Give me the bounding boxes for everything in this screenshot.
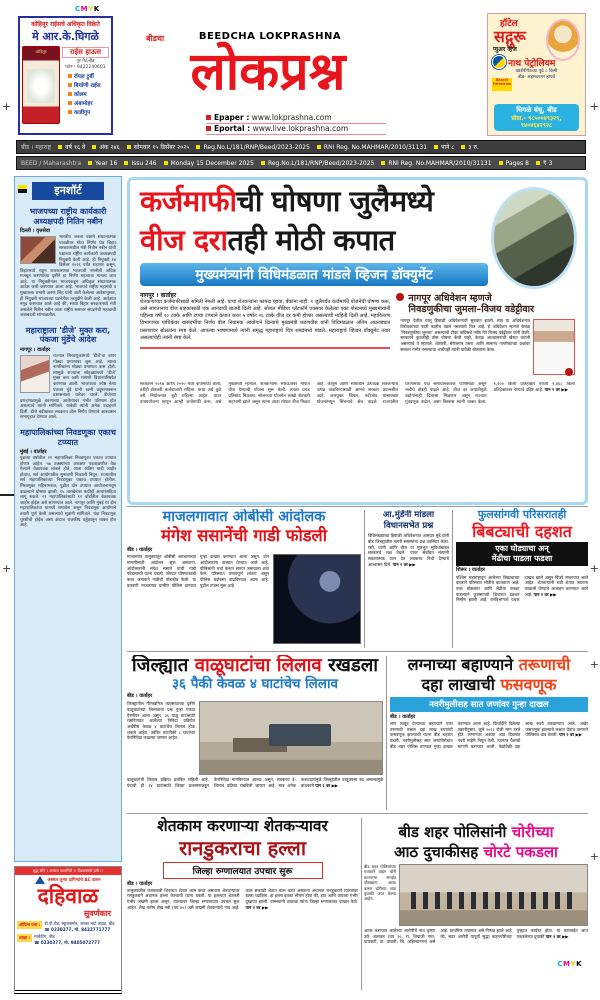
story-g-side-text: बीड शहर पोलिसांच्या पथकाने वाहन चोरी करणाऱ्या सराईत चोरट्यांना अटक करून चोरीच्या आठ दुचाकी जप्त केल्या आहेत. [364, 864, 396, 902]
divider [127, 813, 588, 814]
story-g-title1: बीड शहर पोलिसांनी चोरीच्या [398, 823, 554, 841]
story-munde-question [368, 510, 449, 648]
police-bikes-photo [399, 864, 588, 926]
sidebar-story2-title: महाराष्ट्राला 'डीजे' मुक्त करा, पंकजा मुंडेंचे आदेश [25, 325, 111, 345]
lead-strapline: मुख्यमंत्र्यांनी विधिमंडळात मांडले व्हिजन डॉक्युमेंट [140, 263, 488, 286]
epaper-url: www.lokprashna.com [251, 113, 332, 122]
masthead-city: बीडचा [146, 34, 165, 43]
rice-house-ad [18, 16, 113, 135]
petroleum-brand: नाथ पेट्रोलियम [508, 58, 556, 69]
registration-plus-icon: + [589, 562, 599, 575]
sidebar-story1-body: भारतीय जनता पक्षाने संघटनात्मक पातळीवर मोठा निर्णय घेत बिहार सरकारमधील मंत्री नितीन नबीन यांची पक्षाच्या राष्ट्रीय कार्यकारी अध्यक्षपदी नियुक्ती केली आहे. ही नियुक्ती १४ डिसेंबर २०२६ पर्यंत राहणार असून, बिहारमध्ये राहून राजकारणात भाजपची रणनीती अधिक मजबूत करण्याच्या दृष्टीने हा निर्णय महत्वाचा मानला जात आहे. या नियुक्तीनंतर भाजपकडून अधिकृत संघटनात्मक आदेश जारी करण्यात आला आहे. भाजपचे राष्ट्रीय महामंत्री व मुख्यालय प्रभारी अरुण सिंह यांनी जारी केलेल्या आदेशानुसार, ही नियुक्ती भाजपच्या घटनेतील तरतुदीने केली आहे. आदेशात नमूद करण्यात आले आहे की, सध्या बिहार सरकारमध्ये मंत्री असलेले नितीन नबीन आता राष्ट्रीय स्तरावर संघटनेची महत्वाची जबाबदारी सांभाळतील. [20, 235, 116, 319]
lead-intro-block [140, 291, 390, 377]
story-majalgaon [127, 509, 361, 649]
story-f-bar: जिल्हा रुग्णालयात उपचार सुरू [163, 862, 323, 879]
ad-address-1: वडशेरीपेठच्या पुढे ८ किमी [515, 69, 558, 74]
story-a-title1: माजलगावात ओबीसी आंदोलक [162, 509, 326, 525]
column-rule [452, 510, 453, 648]
saint-portrait [546, 19, 580, 61]
hotel-name: सद्गुरू [494, 27, 526, 46]
sidebar-story1-title: भाजपच्या राष्ट्रीय कार्यकारी अध्यक्षपदी नितिन नबीन [29, 207, 107, 226]
bharat-petroleum-logo-icon [492, 55, 506, 69]
rice-item: कोलम [68, 90, 109, 98]
story-a-title2: मंगेश ससानेंची गाडी फोडली [160, 526, 328, 546]
story-f-dateline: बीड । वार्ताहर [127, 880, 153, 887]
masthead-title: लोकप्रश्न [190, 42, 346, 102]
story-a-body: माजलगाव तालुक्यातून ओबीसी आरक्षणाच्या मागणीसाठी आंदोलन सुरू असताना, आंदोलकांनी मंगेश ससाने यांची गाडी फोडल्याची घटना घडली. जोरदार घोषणाबाजी करत जमावाने गाडीची तोडफोड केली. या प्रकरणी माजलगाव ग्रामीण पोलिस ठाण्यात गुन्हा दाखल करण्यात आला असून, दोन आंदोलकांना ताब्यात घेण्यात आले आहे. पोलिसांनी चर्चा करून संतप्त जमावाला शांत केले. परिसरात तणावपूर्ण शांतता असून पोलिस बंदोबस्त वाढविण्यात आला आहे. पुढील तपास सुरू आहे. [127, 554, 269, 588]
sidebar-story3-dateline: मुंबई । वार्ताहर [20, 449, 47, 456]
shop-address: नूर गेट,बीड [76, 59, 95, 64]
proprietor-name: घिगळे बंधू, बीड [516, 105, 557, 114]
lead-headline-line1: कर्जमाफीची घोषणा जुलैमध्ये [140, 184, 434, 218]
story-d-title2: ३६ पैकी केवळ ४ घाटांचेच लिलाव [172, 676, 338, 693]
story-f-body: तालुक्यातील वंजारवाडी शिवारात शेतात काम करत असताना शेतकऱ्यावर रानडुकराने अचानक हल्ला केल्याची घटना घडली. या हल्ल्यात शेतकरी गंभीर जखमी झाला असून, त्याच्यावर जिल्हा रुग्णालयात उपचार सुरू आहेत. शेख करीम शेख नबी (वय ४५) असे जखमी शेतकऱ्याचे नाव आहे. काल सकाळी शेतात काम करत असताना अचानक रानडुकराने त्यांच्यावर हल्ला चढविला. हा हल्ला इतका भीषण होता की, हात आणि पायाला गंभीर दुखापत झाली. ग्रामस्थांनी तत्काळ त्यांना जिल्हा रुग्णालयात दाखल केले. पान २ वर ▶▶ [127, 887, 358, 910]
rice-bag-image: कोहिनूर [22, 46, 60, 124]
story-c-body: पश्चिम महाराष्ट्रातून आलेल्या बिबट्याच्या वावराने परिसरात भीतीचे वातावरण आहे. एका घोड्याचा आणि मेंढीचा फडशा पाडल्याने फुलसांगवी शिवारात दहशत निर्माण झाली आहे. वनविभागाचे पथक दाखल झाले असून पिंजरे लावण्यात आले आहेत. शेतकऱ्यांनी रात्री शेतात जाताना काळजी घेण्याचे आवाहन करण्यात आले आहे. पान २ वर ▶▶ [456, 574, 588, 603]
pure-veg-label: प्युअर व्हेज [493, 46, 517, 53]
inshort-header: इनशॉर्ट [32, 182, 104, 200]
story-e-title1: लग्नाच्या बहाण्याने तरूणाची [407, 655, 571, 674]
lead-dateline: नागपूर । वार्ताहर [140, 291, 177, 299]
story-c-title1: फुलसांगवी परिसरातही [477, 508, 567, 521]
sidebar-story2-dateline: नागपूर । वार्ताहर [20, 347, 51, 354]
story-b-title: आ.मुंडेंनी मांडला विधानसभेत प्रश्न [382, 510, 435, 531]
jeweller-name: दहिवाळ [37, 884, 99, 908]
story-c-title2: बिबट्याची दहशत [472, 522, 572, 541]
ad-slogan-strip: शुद्ध सोने ! अस्सल कारागिरी !! विश्वासाची हमी !! [15, 867, 121, 875]
bp-label: Bharat Petroleum [492, 78, 512, 91]
story-leopard [456, 507, 588, 648]
story-g-title2: आठ दुचाकीसह चोरटे पकडला [394, 842, 558, 861]
story-b-body: विधिमंडळाच्या हिवाळी अधिवेशनात आमदार मुंडे यांनी बीड जिल्ह्यातील नागरी समस्यांचा प्रश्न उपस्थित केला. रस्ते, पाणी आणि वीज या मूलभूत सुविधांबाबत सरकारचे लक्ष वेधले. यावर संबंधित मंत्र्यांनी सकारात्मक उत्तर देत लवकरच निधी देण्याचे आश्वासन दिले. पान २ वर ▶▶ [368, 533, 449, 567]
rice-items-list [62, 72, 109, 116]
ad-dealer-name: मे आर.के.घिगळे [32, 30, 99, 43]
lead-intro-text: शेतकऱ्यांच्या कर्जमाफीसाठी समिती नेमली आहे. याचा शेतकऱ्यांना फायदा व्हावा, बँकांना नाही. १ जुलैपर्यंत कर्जमाफी योजनेची घोषणा करू, असे सांगतानाच वीज ग्राहकांसाठी एक आनंदाची बातमी दिली आहे. सोशल मीडिया प्लॅटफॉर्म एक्सवर केलेल्या एका पोस्टमध्ये मुख्यमंत्र्यांनी पहिल्या वर्षी १० टक्के आणि टप्प्या टप्प्याने कपात करत ५ वर्षात २६ टक्के वीज दर कमी होणार असल्याची माहिती दिली आहे. महावितरण विभागाच्या याचिकेवर यासंदर्भीचा निर्णय वीज नियामक आयोगाने दिल्याचे मुख्यमंत्री फडणवीस यांनी विधिमंडळात अंतिम आठवड्यात प्रस्तावावर बोलतांना स्पष्ट केले. आपल्या भाषणामध्ये त्यांनी समृद्ध महाराष्ट्राचे चित्र शब्दांमध्ये मांडले. महाराष्ट्राचे व्हिजन डॉक्युमेंट तयार असल्याचेही त्यांनी स्पष्ट केले. [140, 299, 390, 350]
story-f-title2: रानडुकराचा हल्ला [178, 835, 307, 860]
ad-address-2: बीड- अहमदनगर हायवे [517, 74, 556, 80]
registration-plus-icon: + [589, 658, 599, 671]
story-c-black-bar: एका घोड्याचा अन् मेंढीचा पाडला फडशा [456, 542, 588, 566]
column-rule [364, 510, 365, 648]
lead-story [127, 177, 588, 505]
sidebar-story2-body: राज्यात मिरवणुकांमध्ये 'डीजे'चा वापर मोठ्या प्रमाणावर सुरू आहे. त्याचा नागरिकांना मोठ्या प्रमाणात त्रास होतो. त्यामुळे राज्याला सोहळ्यांमध्ये 'डीजे' मुक्त करा अशी मागणी विधानपरिषदेत करण्यात आली. भाजपच्या ज्येष्ठ नेत्या पंकजा मुंडे यांनी ध्वनी प्रदूषणावरून प्रशासनाला धारेवर धरले. डीजेच्या दणदणाटामुळे तरुणांच्या आरोग्यावर गंभीर परिणाम होत असल्याचे त्यांनी सांगितले. यावेळी त्यांनी अनेक उदाहरणे दिली. डीजे बंदीबाबत लवकरच ठोस निर्णय घेण्याचे आश्वासन सभागृहात देण्यात आले. [20, 354, 116, 421]
story-bike-thieves [364, 823, 588, 991]
dateline-marathi: बीड । महाराष्ट्र वर्ष १६ वे अंक २४६ सोमवार १५ डिसेंबर २०२५ Reg.No.L/181/RNP/Beed/2023-2025 RNI Reg. No.MAHMAR/2010/31131 पाने ८ ३ रु. [16, 140, 586, 154]
proprietor-phone-1: प्रोप्रा.- ९८५००४९३२९, [511, 114, 562, 122]
branch-address-row: शाखा : मार्केटिंग, बीड ☎ 0230377, मो. 9405072777 [19, 934, 100, 945]
story-e-body: लग्न लावून देण्याच्या बहाण्याने एका तरुणाची तब्बल दहा लाख रुपयांची फसवणूक झाल्याची घटना बीड शहरात घडली. नवरीमुलीसह सात जणांविरोधात बीड शहर पोलिस ठाण्यात गुन्हा दाखल करण्यात आला आहे. फिर्यादीने दिलेल्या तक्रारीनुसार, जुलै २०२२ रोजी लग्न ठरले होते. लग्नानंतर अवघ्या आठ दिवसांत नवरी माहेरी निघून गेली. त्यानंतर पैशांची मागणी करण्यात आली. वेळोवेळी दहा लाख रुपये उकळण्यात आले. अखेर फसवणूक झाल्याचे लक्षात येताच तरुणाने पोलिसात धाव घेतली. पान २ वर ▶▶ [390, 721, 588, 749]
registration-plus-icon: + [2, 562, 12, 575]
story-d-caption: वाळूघाटांची लिलाव प्रक्रिया प्रलंबित राहिली आहे. यंदाची ही २४ घाटांसाठी जिल्हा प्रशासनाकडून फेरनिविदा मागविण्यात आल्या असून, लवकरच ई-लिलाव प्रक्रिया राबविली जाणार आहे. मात्र अनेक कंत्राटदारांमुळे जिल्ह्यातील वाळूउपसा बंद असल्यामुळे बांधकामे पान २ वर ▶▶ [127, 777, 383, 789]
story-e-blue-bar: नवरीमुलीसह सात जणांवर गुन्हा दाखल [390, 697, 588, 712]
shop-phone: फोन : 9422240601 [65, 64, 106, 70]
sidebar-story1-dateline: दिल्ली । वृत्तसेवा [20, 228, 50, 235]
ad-subline: अस्सल जुन्या दागिन्यांचे AC दालन [47, 877, 101, 882]
red-dot-icon [396, 293, 404, 301]
bullet-square-icon [206, 115, 211, 120]
story-wild-boar [127, 817, 358, 991]
substory-body: नागपूर येथील चालू हिवाळी अधिवेशनाची सुरुवात झाली, मात्र या अधिवेशनात विरोधकांच्या पदरी काहीच पडले नसल्याचे चित्र आहे. हे अधिवेशन म्हणजे केवळ 'निवडणुकीचा जुमला' असल्याची टीका काँग्रेसचे ज्येष्ठ नेते विजय वडेट्टीवार यांनी केली. सरकारने कुठलीही ठोस घोषणा केली नाही, केवळ आश्वासनांची खैरात वाटली असल्याचे ते म्हणाले. शेतकरी, बेरोजगार तरुण आणि सामान्य नागरिकांच्या प्रश्नांवर सरकार गंभीर नसल्याचा आरोपही त्यांनी यावेळी बोलताना केला. [400, 318, 575, 352]
eportal-line: Eportal : www.live.lokprashna.com [206, 124, 386, 135]
column-rule [361, 818, 362, 990]
rice-item: अंबामोहर [68, 99, 109, 107]
registration-plus-icon: + [589, 850, 599, 863]
sidebar-story3-body: पुढच्या वर्षातील २१ महापालिका निवडणूका एकाच टप्प्यात होणार आहेत. ५७ टक्क्यांच्या आरक्षण पडताळणीत वेळ गेल्याने वेळापत्रक लांबले होते, आता अंतिम यादी जाहीर होताच, सर्व आयोगातील सुनावणी निकाली निघून, राज्यातील सर्व महापालिकांच्या निवडणूका एकाच टप्प्यात होतील. मिरवणुका महिनाभरात, पुढील दोन टप्प्यांत आयोजनामधून वाढल्याने घोषणा झाली. १५ तारखेनंतर कधीही आचारसंहिता लागू शकते. २१ महापालिकांसाठी १२ वॉर्डांतील वेळापत्रक जाहीर होईल असे सांगण्यात आले. नागपूर आणि मुंबई या दोन महापालिकांचा यामध्ये समावेश असून निवडणूक आयोगाने तयारी पूर्ण केली असल्याचे सूत्रांनी सांगितले. यंदा निवडणूक चुरशीची होईल असा अंदाज राजकीय वर्तुळातून व्यक्त होत आहे. [20, 456, 116, 529]
cmyk-mark-bottom: CMYK [557, 960, 582, 968]
vadettiwar-substory [400, 291, 575, 377]
story-c-dateline: शिरूर । वार्ताहर [456, 566, 485, 573]
proprietor-box [494, 104, 579, 131]
registration-dash [0, 494, 14, 496]
shop-name: राईस हाऊस [62, 47, 109, 58]
divider [127, 651, 588, 652]
office-address-row: ऑफिस पत्ता : डी.पी.रोड, स्कूलसमोर, जरका मार्ट जवळ, बीड ☎ 0230377, मो. 8432771777 [19, 921, 115, 932]
story-e-dateline: बीड । वार्ताहर [390, 714, 416, 720]
damaged-car-photo [273, 554, 361, 644]
bullet-square-icon [206, 126, 211, 131]
substory-title: नागपूर अधिवेशन म्हणजे निवडणुकीचा जुमला–विजय वडेट्टीवार [408, 292, 534, 316]
masthead-english-title: BEEDCHA LOKPRASHNA [198, 31, 342, 42]
hotel-petroleum-ad [487, 13, 586, 136]
nitin-nabin-photo [20, 236, 56, 264]
cm-fadnavis-photo [491, 187, 577, 289]
dahiwal-jeweller-ad [14, 866, 122, 994]
registration-plus-icon: + [589, 100, 599, 113]
eportal-url: www.live.lokprashna.com [252, 124, 349, 133]
story-a-dateline: बीड । वार्ताहर [127, 547, 153, 554]
sand-ghat-photo [199, 701, 383, 775]
sidebar-story3-title: महापालिकांच्या निवडणूका एकाच टप्प्यात [20, 427, 116, 447]
lead-headline-line2: वीज दरातही मोठी कपात [140, 222, 395, 257]
cmyk-mark-top: CMYK [75, 5, 100, 13]
pankaja-munde-photo [20, 355, 50, 393]
story-d-dateline: बीड । वार्ताहर [127, 693, 153, 700]
story-g-caption: अटक करण्यात आलेल्या आरोपीचे नाव कृष्णा उर्फ अंतरकर (वय २०, रा. शिवाजी नगर, पायवाटी, ता. पायली, जि. अहिल्यानगर) असे आहे. प्राथमिक तपासात असे निष्पन्न झाले आहे की, सदर आरोपी यापूर्वी सुद्धा वाहनचोरीच्या गुन्ह्यात कार्यरत होता. या कारवाईत जप्त पकडलेल्या दुचाकी पान २ वर ▶▶ [364, 928, 588, 945]
story-e-title2: दहा लाखाची फसवणूक [421, 675, 557, 694]
dateline-english: BEED / Maharashtra Year 16 Issu 246 Monday 15 December 2025 Reg.No.L/181/RNP/Beed/2023-2025 RNI Reg. No.MAHMAR/2010/31131 Pages 8 ₹ 3 [16, 156, 586, 170]
story-marriage-fraud [390, 655, 588, 811]
registration-plus-icon: + [2, 100, 12, 113]
ad-top-line: कोहिनूर राईसचे अधिकृत विक्रेते [31, 21, 100, 28]
hotel-word: हॉटेल [500, 19, 518, 29]
story-d-left-text: जिल्ह्यातील गौणखनिज व्यवसायाच्या दृष्टीने वाळूघाटांच्या लिलावाचा प्रश्न पुन्हा एकदा ऐरणीवर आला असून, ३६ वाळू घाटांसाठी राबविण्यात आलेल्या निविदा प्रक्रियेत अखेरीस केवळ ४ घाटांचेच लिलाव होऊ शकले आहेत. उर्वरित घाटांपैकी ८ घाटांच्या फेरनिविदा काढल्या जाणार आहेत. [127, 701, 195, 741]
rice-item: रॉयल टुर्बी [68, 72, 109, 80]
proprietor-phone-2: ९४०४६४२९२८ [520, 121, 553, 129]
lead-body-columns: सरकारने २०१७ आणि २०२० मध्ये कर्जमाफी केली, तरीही शेतकरी कर्जबाजारी राहिला. याचा अर्थ कुठे तरी नियोजनात त्रुटी राहिल्या आहेत. यावर उपाययोजना म्हणून आम्ही कर्जमाफी करू, असे मुख्यमंत्री म्हणाले. शेतकऱ्यांना सौरऊर्जेवर मोफत वीज देण्याची योजना सुरू केली. त्याला प्रचंड प्रतिसाद मिळाला. सोलरच्या योजनेत लाखो शेतकरी सहभागी झाले असून त्यांना आता मोफत वीज मिळत आहे. कापूस आणि सोयाबीन उत्पादक शेतकऱ्यांचे उत्पन्न वाढविण्यासाठी आमचे सरकार प्रयत्नशील आहे. जलयुक्त शिवार, नदीजोड यांसारख्या योजनांमधून सिंचनाचे क्षेत्र वाढले. राज्यातील धरणांमध्ये यंदा समाधानकारक पाणीसाठा असून रब्बीचे क्षेत्रही वाढले आहे. वीज दर कपातीमुळे उद्योगांनाही दिलासा मिळणार असून राज्यात गुंतवणूक वाढेल, असा विश्वास त्यांनी व्यक्त केला. १,२०० किलो प्रतिहेक्टर ऐवजी २,४६८ किलो प्रतिहेक्टरवर नेण्याचे उद्दिष्ट आहे. पान २ वर ▶▶ [140, 382, 575, 406]
jeweller-tag: सुवर्णकार [83, 909, 111, 919]
rice-item: काडीगुप [68, 108, 109, 116]
jeweller-logo-icon [35, 876, 45, 884]
epaper-line: Epaper : www.lokprashna.com [206, 113, 386, 124]
rice-item: बिर्याणी राईस [68, 81, 109, 89]
vadettiwar-photo [533, 319, 575, 375]
story-f-title1: शेतकाम करणाऱ्या शेतकऱ्यावर [157, 817, 328, 835]
story-sand-auction [127, 655, 383, 811]
story-d-title1: जिल्ह्यात वाळूघाटांचा लिलाव रखडला [131, 655, 379, 676]
column-rule [386, 656, 387, 810]
inshort-sidebar [14, 176, 122, 862]
